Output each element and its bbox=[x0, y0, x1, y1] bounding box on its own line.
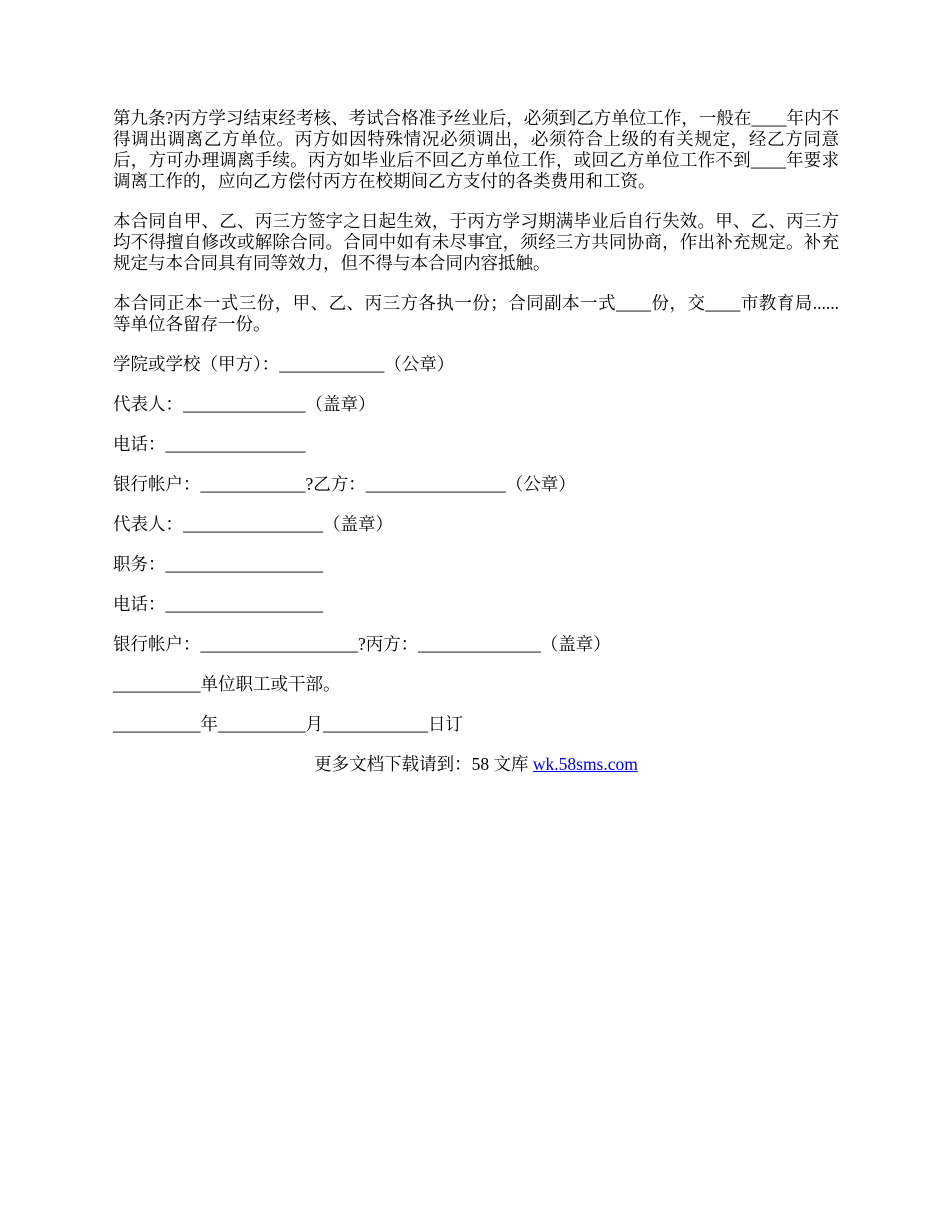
party-a-representative-line: 代表人：______________（盖章） bbox=[113, 394, 376, 414]
signing-date-line: __________年__________月____________日订 bbox=[113, 714, 463, 734]
party-b-phone-line: 电话：__________________ bbox=[113, 594, 323, 614]
footer bbox=[113, 754, 839, 775]
party-a-phone-line: 电话：________________ bbox=[113, 434, 306, 454]
contract-copies-paragraph: 本合同正本一式三份，甲、乙、丙三方各执一份；合同副本一式____份，交____市教育局......等单位各留存一份。 bbox=[113, 293, 839, 334]
footer-link[interactable]: wk.58sms.com bbox=[532, 754, 638, 774]
party-b-position-line: 职务：__________________ bbox=[113, 554, 323, 574]
footer-text: 更多文档下载请到：58 文库 bbox=[314, 754, 533, 774]
clause-nine-paragraph: 第九条?丙方学习结束经考核、考试合格准予丝业后，必须到乙方单位工作，一般在____年内不得调出调离乙方单位。丙方如因特殊情况必须调出，必须符合上级的有关规定，经乙方同意后，方可办理调离手续。丙方如毕业后不回乙方单位工作，或回乙方单位工作不到____年要求调离工作的，应向乙方偿付丙方在校期间乙方支付的各类费用和工资。 bbox=[113, 108, 839, 191]
party-c-unit-line: __________单位职工或干部。 bbox=[113, 674, 341, 694]
party-a-school-line: 学院或学校（甲方）：____________（公章） bbox=[113, 354, 455, 374]
party-b-bank-party-c-line: 银行帐户：__________________?丙方：______________（盖章） bbox=[113, 634, 611, 654]
contract-validity-paragraph: 本合同自甲、乙、丙三方签字之日起生效，于丙方学习期满毕业后自行失效。甲、乙、丙三方均不得擅自修改或解除合同。合同中如有未尽事宜，须经三方共同协商，作出补充规定。补充规定与本合同具有同等效力，但不得与本合同内容抵触。 bbox=[113, 211, 839, 273]
party-a-bank-party-b-line: 银行帐户：____________?乙方：________________（公章） bbox=[113, 474, 576, 494]
party-b-representative-line: 代表人：________________（盖章） bbox=[113, 514, 393, 534]
document-page bbox=[113, 108, 839, 775]
